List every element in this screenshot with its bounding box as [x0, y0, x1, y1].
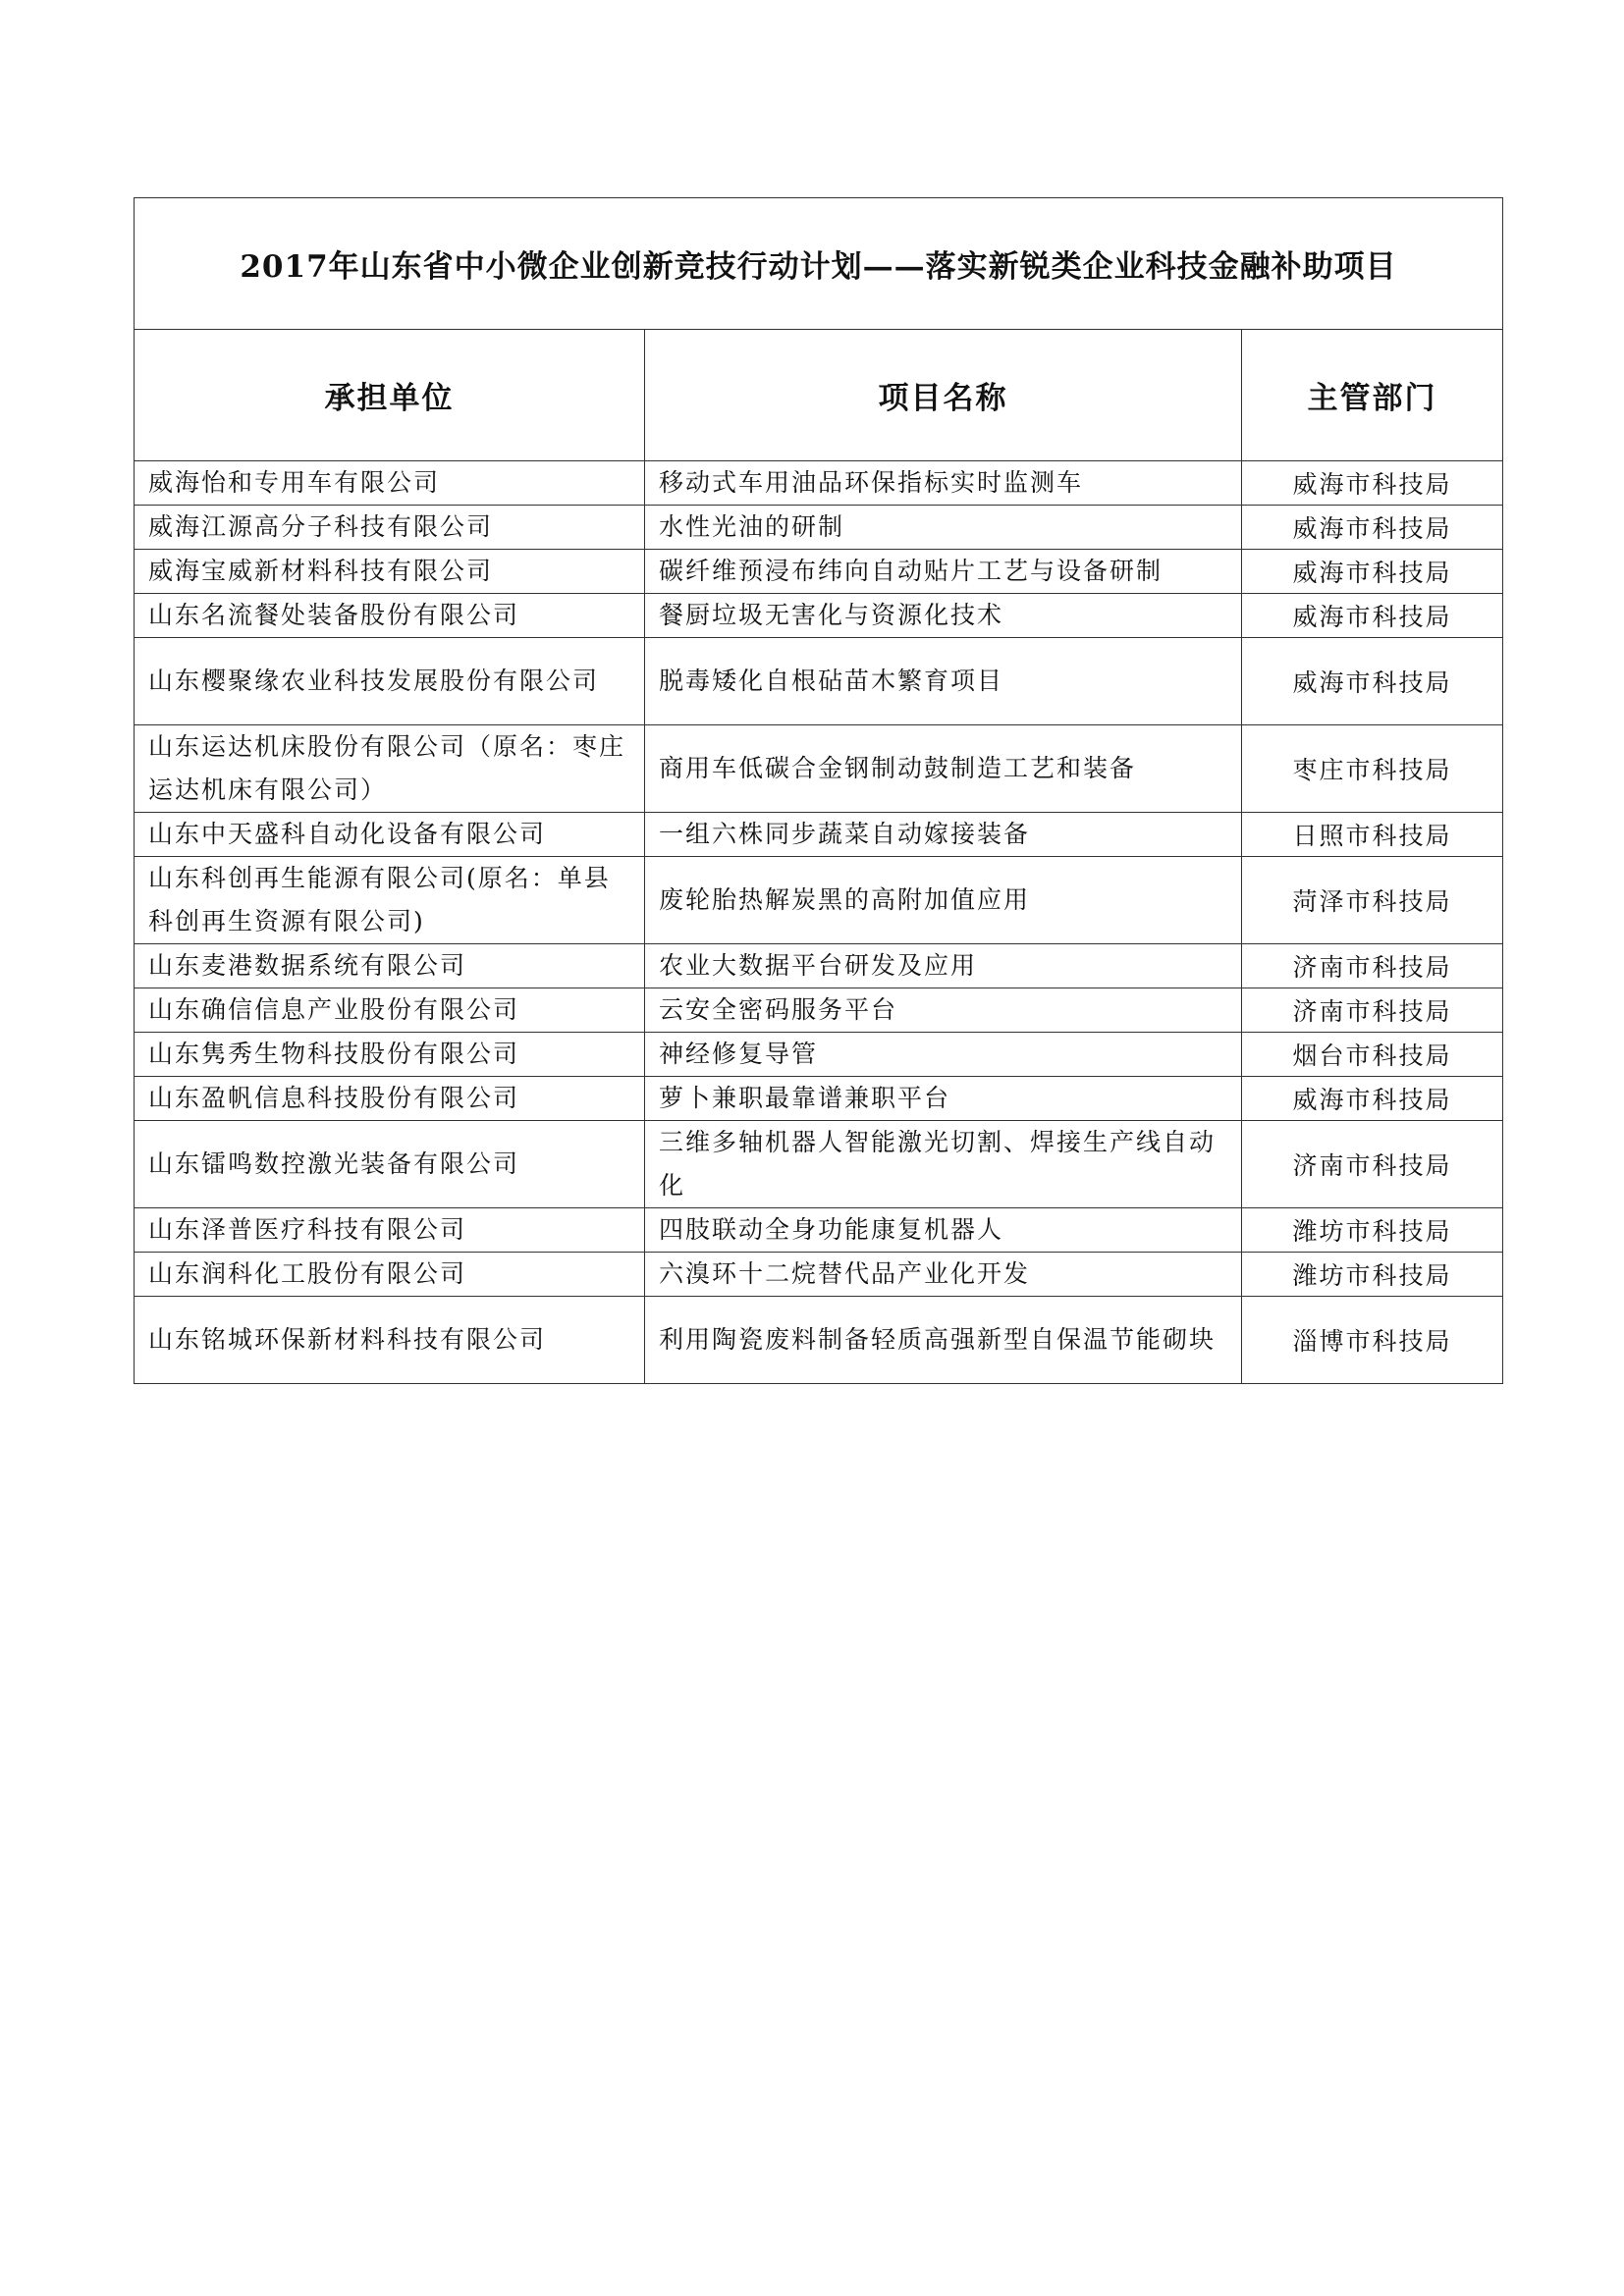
- cell-unit: 山东泽普医疗科技有限公司: [135, 1208, 645, 1253]
- cell-project: 神经修复导管: [645, 1033, 1242, 1077]
- cell-project: 餐厨垃圾无害化与资源化技术: [645, 594, 1242, 638]
- cell-dept: 日照市科技局: [1242, 813, 1503, 857]
- cell-project: 一组六株同步蔬菜自动嫁接装备: [645, 813, 1242, 857]
- cell-project: 云安全密码服务平台: [645, 988, 1242, 1033]
- cell-unit: 威海宝威新材料科技有限公司: [135, 550, 645, 594]
- document-title: 2017年山东省中小微企业创新竞技行动计划——落实新锐类企业科技金融补助项目: [135, 198, 1503, 330]
- cell-dept: 威海市科技局: [1242, 594, 1503, 638]
- cell-dept: 菏泽市科技局: [1242, 857, 1503, 944]
- table-row: [135, 506, 1503, 550]
- cell-dept: 潍坊市科技局: [1242, 1208, 1503, 1253]
- table-row: [135, 1297, 1503, 1384]
- cell-unit: 山东麦港数据系统有限公司: [135, 944, 645, 988]
- cell-dept: 潍坊市科技局: [1242, 1253, 1503, 1297]
- cell-unit: 山东名流餐处装备股份有限公司: [135, 594, 645, 638]
- table-row: [135, 594, 1503, 638]
- project-table: [134, 197, 1503, 1384]
- table-row: [135, 857, 1503, 944]
- table-row: [135, 813, 1503, 857]
- cell-dept: 济南市科技局: [1242, 988, 1503, 1033]
- column-header-dept: 主管部门: [1242, 330, 1503, 461]
- cell-unit: 山东确信信息产业股份有限公司: [135, 988, 645, 1033]
- cell-dept: 济南市科技局: [1242, 1121, 1503, 1208]
- column-header-project: 项目名称: [645, 330, 1242, 461]
- cell-project: 脱毒矮化自根砧苗木繁育项目: [645, 638, 1242, 725]
- cell-dept: 威海市科技局: [1242, 638, 1503, 725]
- cell-unit: 山东隽秀生物科技股份有限公司: [135, 1033, 645, 1077]
- table-row: [135, 1253, 1503, 1297]
- cell-unit: 山东科创再生能源有限公司(原名：单县科创再生资源有限公司): [135, 857, 645, 944]
- table-row: [135, 1208, 1503, 1253]
- cell-project: 水性光油的研制: [645, 506, 1242, 550]
- cell-project: 碳纤维预浸布纬向自动贴片工艺与设备研制: [645, 550, 1242, 594]
- cell-project: 商用车低碳合金钢制动鼓制造工艺和装备: [645, 725, 1242, 813]
- cell-project: 萝卜兼职最靠谱兼职平台: [645, 1077, 1242, 1121]
- cell-unit: 山东镭鸣数控激光装备有限公司: [135, 1121, 645, 1208]
- cell-project: 废轮胎热解炭黑的高附加值应用: [645, 857, 1242, 944]
- cell-unit: 威海怡和专用车有限公司: [135, 461, 645, 506]
- cell-unit: 山东盈帆信息科技股份有限公司: [135, 1077, 645, 1121]
- cell-dept: 威海市科技局: [1242, 506, 1503, 550]
- table-row: [135, 988, 1503, 1033]
- cell-unit: 山东运达机床股份有限公司（原名：枣庄运达机床有限公司）: [135, 725, 645, 813]
- cell-unit: 山东樱聚缘农业科技发展股份有限公司: [135, 638, 645, 725]
- table-row: [135, 1077, 1503, 1121]
- table-row: [135, 1033, 1503, 1077]
- cell-unit: 山东中天盛科自动化设备有限公司: [135, 813, 645, 857]
- cell-project: 农业大数据平台研发及应用: [645, 944, 1242, 988]
- table-row: [135, 944, 1503, 988]
- column-header-unit: 承担单位: [135, 330, 645, 461]
- cell-unit: 威海江源高分子科技有限公司: [135, 506, 645, 550]
- table-row: [135, 550, 1503, 594]
- cell-unit: 山东铭城环保新材料科技有限公司: [135, 1297, 645, 1384]
- cell-unit: 山东润科化工股份有限公司: [135, 1253, 645, 1297]
- cell-dept: 济南市科技局: [1242, 944, 1503, 988]
- cell-project: 三维多轴机器人智能激光切割、焊接生产线自动化: [645, 1121, 1242, 1208]
- table-row: [135, 638, 1503, 725]
- cell-project: 移动式车用油品环保指标实时监测车: [645, 461, 1242, 506]
- cell-dept: 枣庄市科技局: [1242, 725, 1503, 813]
- cell-project: 六溴环十二烷替代品产业化开发: [645, 1253, 1242, 1297]
- cell-dept: 威海市科技局: [1242, 550, 1503, 594]
- cell-dept: 威海市科技局: [1242, 461, 1503, 506]
- table-row: [135, 461, 1503, 506]
- table-row: [135, 1121, 1503, 1208]
- cell-project: 四肢联动全身功能康复机器人: [645, 1208, 1242, 1253]
- cell-dept: 淄博市科技局: [1242, 1297, 1503, 1384]
- cell-dept: 烟台市科技局: [1242, 1033, 1503, 1077]
- cell-project: 利用陶瓷废料制备轻质高强新型自保温节能砌块: [645, 1297, 1242, 1384]
- table-row: [135, 725, 1503, 813]
- cell-dept: 威海市科技局: [1242, 1077, 1503, 1121]
